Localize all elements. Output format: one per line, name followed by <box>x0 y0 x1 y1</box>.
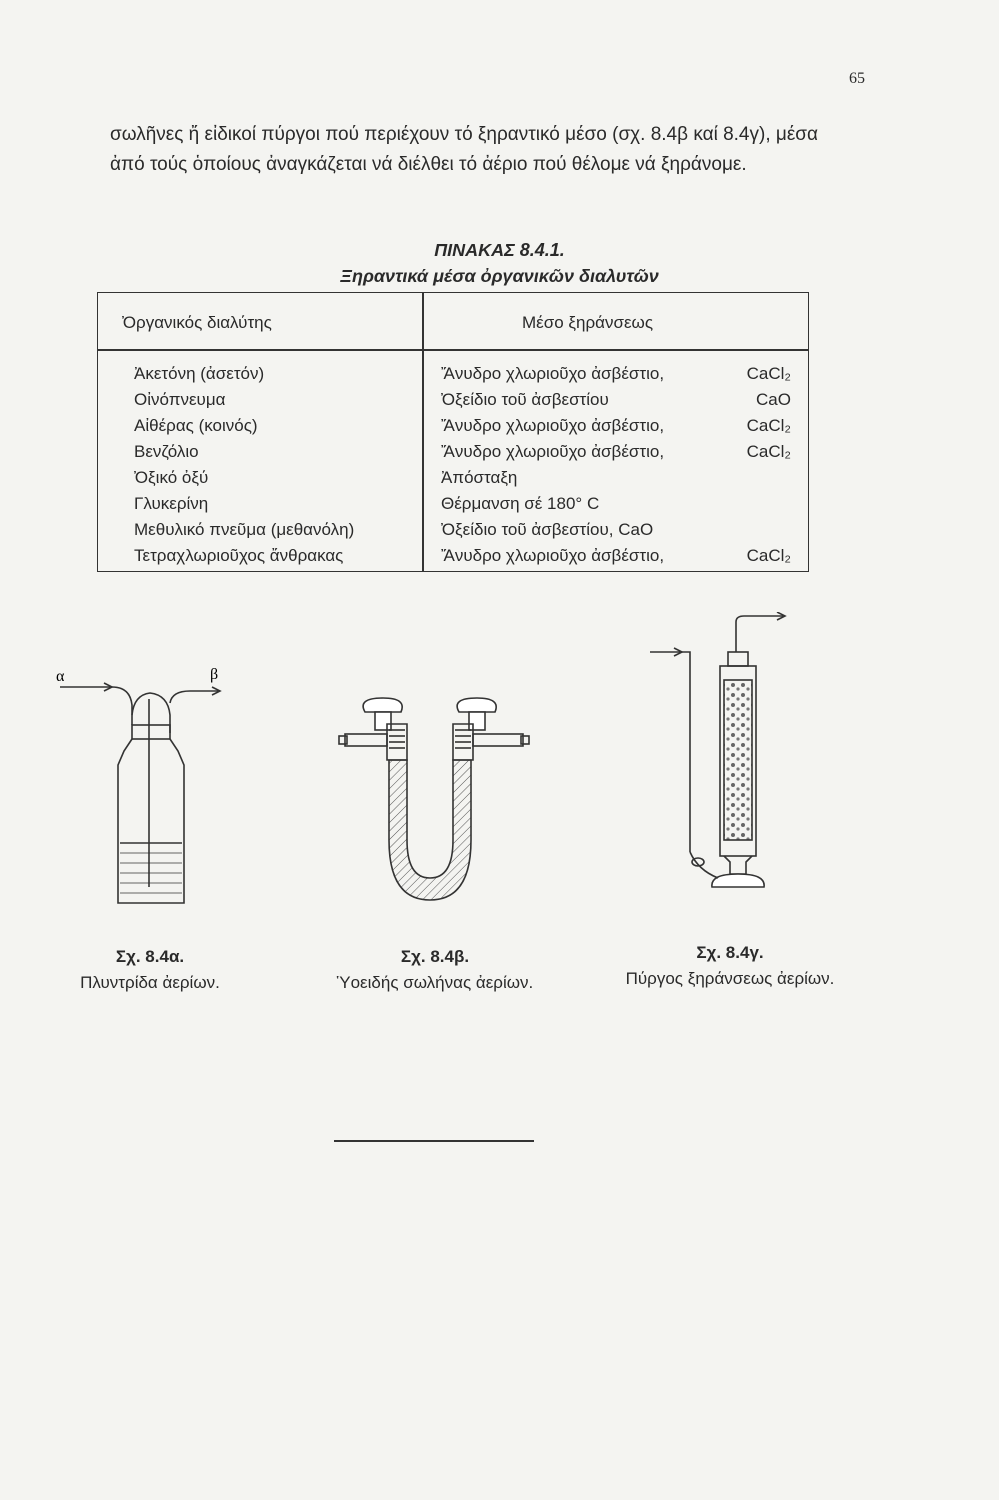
figure-b-number: Σχ. 8.4β. <box>400 947 470 966</box>
outlet-label: β <box>210 666 219 683</box>
drying-agent: Ἄνυδρο χλωριοῦχο ἀσβέστιο, <box>441 442 665 461</box>
page-number: 65 <box>849 70 865 87</box>
figure-c-caption <box>595 940 865 992</box>
drying-row <box>441 543 791 569</box>
drying-formula: CaCl₂ <box>746 416 791 435</box>
solvent-cell: Αἰθέρας (κοινός) <box>134 416 258 435</box>
solvent-cell: Ὀξικό ὀξύ <box>134 468 209 487</box>
table-subtitle: Ξηραντικά μέσα ὀργανικῶν διαλυτῶν <box>340 266 659 286</box>
intro-line-2: ἀπό τούς ὁποίους ἀναγκάζεται νά διέλθει τό ἀέριο πού θέλομε νά ξηράνομε. <box>110 154 747 175</box>
column-divider <box>422 293 424 571</box>
header-solvent: Ὀργανικός διαλύτης <box>122 313 272 332</box>
drying-agent: Ἄνυδρο χλωριοῦχο ἀσβέστιο, <box>441 416 665 435</box>
header-divider <box>98 349 808 351</box>
drying-formula: CaCl₂ <box>746 442 791 461</box>
gas-washing-bottle-figure <box>50 655 250 920</box>
drying-agent: Θέρμανση σέ 180° C <box>441 494 600 513</box>
figure-c-text: Πύργος ξηράνσεως ἀερίων. <box>625 969 835 988</box>
drying-agent: Ἄνυδρο χλωριοῦχο ἀσβέστιο, <box>441 546 665 565</box>
drying-formula: CaCl₂ <box>746 364 791 383</box>
drying-row <box>441 361 791 387</box>
solvent-cell: Ἀκετόνη (ἀσετόν) <box>134 364 265 383</box>
figure-b-text: Ὑοειδής σωλήνας ἀερίων. <box>336 973 534 992</box>
drying-row <box>441 413 791 439</box>
drying-agent: Ὀξείδιο τοῦ ἀσβεστίου, CaO <box>441 520 654 539</box>
figure-a-text: Πλυντρίδα ἀερίων. <box>80 973 220 992</box>
drying-formula: CaO <box>756 390 791 409</box>
intro-paragraph <box>110 120 870 180</box>
drying-row <box>441 465 791 491</box>
solvent-cell: Γλυκερίνη <box>134 494 209 513</box>
solvent-cell: Οἰνόπνευμα <box>134 390 226 409</box>
drying-column <box>441 361 791 569</box>
drying-row <box>441 387 791 413</box>
u-tube-figure <box>335 690 550 920</box>
drying-formula: CaCl₂ <box>746 546 791 565</box>
solvent-column <box>134 361 354 569</box>
figure-b-caption <box>300 944 570 996</box>
table-title: ΠΙΝΑΚΑΣ 8.4.1. <box>434 240 565 260</box>
solvents-table <box>97 292 809 572</box>
intro-line-1: σωλῆνες ἤ εἰδικοί πύργοι πού περιέχουν τό ξηραντικό μέσο (σχ. 8.4β καί 8.4γ), μέσα <box>110 124 819 145</box>
inlet-label: α <box>56 668 65 685</box>
figure-c-number: Σχ. 8.4γ. <box>696 943 764 962</box>
header-drying: Μέσο ξηράνσεως <box>522 313 654 332</box>
drying-agent: Ἄνυδρο χλωριοῦχο ἀσβέστιο, <box>441 364 665 383</box>
drying-row <box>441 439 791 465</box>
drying-agent: Ἀπόσταξη <box>441 468 518 487</box>
footnote-separator <box>334 1140 534 1142</box>
drying-agent: Ὀξείδιο τοῦ ἀσβεστίου <box>441 390 609 409</box>
drying-tower-figure <box>640 612 800 897</box>
solvent-cell: Μεθυλικό πνεῦμα (μεθανόλη) <box>134 520 355 539</box>
drying-row <box>441 517 791 543</box>
figure-a-caption <box>40 944 260 996</box>
solvent-cell: Βενζόλιο <box>134 442 199 461</box>
solvent-cell: Τετραχλωριοῦχος ἄνθρακας <box>134 546 344 565</box>
figure-a-number: Σχ. 8.4α. <box>115 947 185 966</box>
drying-row <box>441 491 791 517</box>
